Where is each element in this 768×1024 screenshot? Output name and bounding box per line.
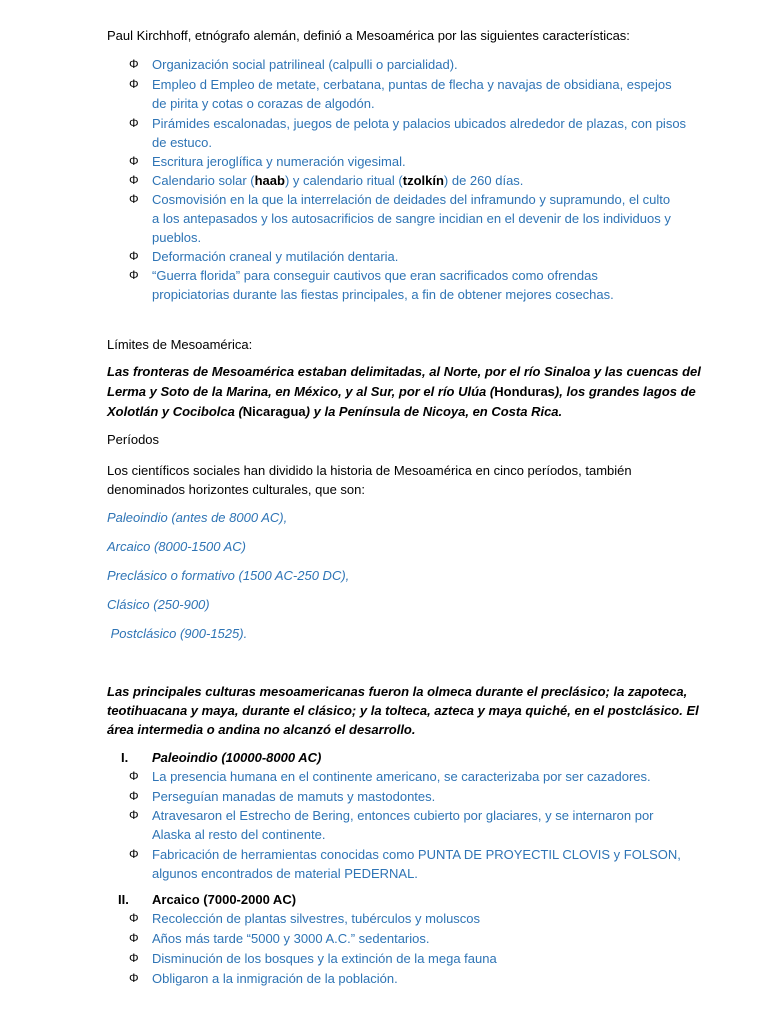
section-numeral: I. — [121, 750, 129, 765]
calendar-text-c: ) de 260 días. — [443, 173, 524, 188]
period-item: Postclásico (900-1525). — [107, 626, 248, 641]
limites-line: Las fronteras de Mesoamérica estaban delimitadas, al Norte, por el río Sinaloa y las cuencas del — [107, 364, 701, 379]
haab-term: haab — [254, 173, 285, 188]
bullet-icon: Φ — [129, 971, 139, 985]
section-numeral: II. — [118, 892, 129, 907]
section-item-line: Atravesaron el Estrecho de Bering, entonces cubierto por glaciares, y se internaron por — [152, 808, 654, 823]
feature-line: Pirámides escalonadas, juegos de pelota y palacios ubicados alrededor de plazas, con pisos — [152, 116, 687, 131]
period-item: Preclásico o formativo (1500 AC-250 DC), — [107, 568, 350, 583]
bullet-icon: Φ — [129, 847, 139, 861]
bullet-icon: Φ — [129, 789, 139, 803]
feature-line: de pirita y cotas o corazas de algodón. — [152, 96, 375, 111]
section-title: Paleoindio (10000-8000 AC) — [152, 750, 322, 765]
calendar-text-a: Calendario solar ( — [152, 173, 255, 188]
feature-line: Empleo d Empleo de metate, cerbatana, puntas de flecha y navajas de obsidiana, espejos — [152, 77, 672, 92]
bullet-icon: Φ — [129, 173, 139, 187]
period-item: Arcaico (8000-1500 AC) — [107, 539, 246, 554]
intro-paragraph: Paul Kirchhoff, etnógrafo alemán, definió a Mesoamérica por las siguientes características: — [107, 28, 630, 43]
feature-line: a los antepasados y los autosacrificios de sangre incidian en el devenir de los individuos y — [152, 211, 671, 226]
section-item-line: Alaska al resto del continente. — [152, 827, 326, 842]
feature-line: de estuco. — [152, 135, 212, 150]
feature-line: propiciatorias durante las fiestas principales, a fin de obtener mejores cosechas. — [152, 287, 614, 302]
bullet-icon: Φ — [129, 154, 139, 168]
tzolkin-term: tzolkín — [402, 173, 444, 188]
bullet-icon: Φ — [129, 951, 139, 965]
limites-line — [107, 402, 562, 421]
bullet-icon: Φ — [129, 808, 139, 822]
bullet-icon: Φ — [129, 192, 139, 206]
section-item-line: Obligaron a la inmigración de la población. — [152, 971, 398, 986]
section-title: Arcaico (7000-2000 AC) — [152, 892, 297, 907]
period-item: Clásico (250-900) — [107, 597, 210, 612]
section-item-line: Disminución de los bosques y la extinción de la mega fauna — [152, 951, 497, 966]
section-item-line: Perseguían manadas de mamuts y mastodontes. — [152, 789, 436, 804]
nicaragua-term: Nicaragua — [242, 404, 306, 419]
feature-line: Organización social patrilineal (calpulli o parcialidad). — [152, 57, 458, 72]
bullet-icon: Φ — [129, 931, 139, 945]
limites-text-b: ), los grandes lagos de — [554, 384, 696, 399]
limites-text-c: Xolotlán y Cocibolca ( — [107, 404, 243, 419]
culturas-line: Las principales culturas mesoamericanas fueron la olmeca durante el preclásico; la zapoteca, — [107, 684, 688, 699]
limites-text-d: ) y la Península de Nicoya, en Costa Rica. — [305, 404, 563, 419]
section-item-line: Años más tarde “5000 y 3000 A.C.” sedentarios. — [152, 931, 430, 946]
limites-heading: Límites de Mesoamérica: — [107, 337, 253, 352]
limites-line — [107, 382, 696, 401]
bullet-icon: Φ — [129, 77, 139, 91]
bullet-icon: Φ — [129, 268, 139, 282]
feature-line: Deformación craneal y mutilación dentaria. — [152, 249, 399, 264]
periodos-heading: Períodos — [107, 432, 160, 447]
calendar-text-b: ) y calendario ritual ( — [284, 173, 403, 188]
limites-text-a: Lerma y Soto de la Marina, en México, y al Sur, por el río Ulúa ( — [107, 384, 495, 399]
period-item: Paleoindio (antes de 8000 AC), — [107, 510, 288, 525]
section-item-line: algunos encontrados de material PEDERNAL. — [152, 866, 418, 881]
bullet-icon: Φ — [129, 57, 139, 71]
section-item-line: La presencia humana en el continente americano, se caracterizaba por ser cazadores. — [152, 769, 651, 784]
periodos-intro-line: Los científicos sociales han dividido la historia de Mesoamérica en cinco períodos, también — [107, 463, 632, 478]
culturas-line: área intermedia o andina no alcanzó el desarrollo. — [107, 722, 416, 737]
bullet-icon: Φ — [129, 249, 139, 263]
bullet-icon: Φ — [129, 911, 139, 925]
bullet-icon: Φ — [129, 116, 139, 130]
feature-line-calendar — [152, 171, 523, 190]
feature-line: Cosmovisión en la que la interrelación de deidades del inframundo y supramundo, el culto — [152, 192, 671, 207]
periodos-intro-line: denominados horizontes culturales, que son: — [107, 482, 365, 497]
section-item-line: Fabricación de herramientas conocidas como PUNTA DE PROYECTIL CLOVIS y FOLSON, — [152, 847, 681, 862]
honduras-term: Honduras — [494, 384, 555, 399]
feature-line: “Guerra florida” para conseguir cautivos que eran sacrificados como ofrendas — [152, 268, 598, 283]
culturas-line: teotihuacana y maya, durante el clásico; y la tolteca, azteca y maya quiché, en el postclásico. El — [107, 703, 699, 718]
feature-line: pueblos. — [152, 230, 202, 245]
bullet-icon: Φ — [129, 769, 139, 783]
section-item-line: Recolección de plantas silvestres, tubérculos y moluscos — [152, 911, 481, 926]
feature-line: Escritura jeroglífica y numeración vigesimal. — [152, 154, 406, 169]
